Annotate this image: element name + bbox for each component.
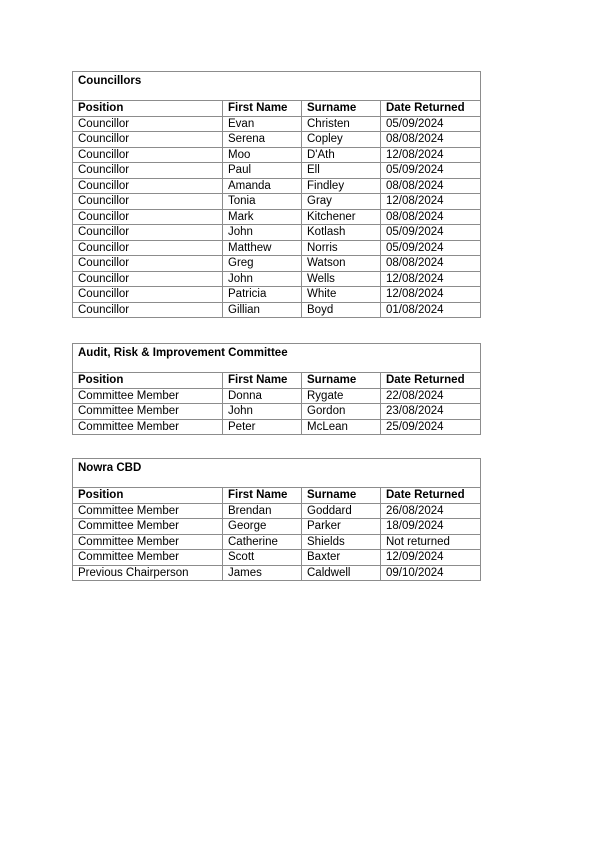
column-header-first-name: First Name bbox=[223, 373, 302, 389]
date-returned-cell: 23/08/2024 bbox=[381, 404, 481, 420]
date-returned-cell: 09/10/2024 bbox=[381, 565, 481, 581]
surname-cell: Gordon bbox=[302, 404, 381, 420]
first-name-cell: Moo bbox=[223, 147, 302, 163]
date-returned-cell: 08/08/2024 bbox=[381, 178, 481, 194]
column-header-surname: Surname bbox=[302, 373, 381, 389]
date-returned-cell: 01/08/2024 bbox=[381, 302, 481, 318]
surname-cell: Ell bbox=[302, 163, 381, 179]
table-row bbox=[73, 178, 481, 194]
first-name-cell: Catherine bbox=[223, 534, 302, 550]
position-cell: Councillor bbox=[73, 240, 223, 256]
date-returned-cell: 12/08/2024 bbox=[381, 194, 481, 210]
position-cell: Committee Member bbox=[73, 503, 223, 519]
position-cell: Councillor bbox=[73, 287, 223, 303]
position-cell: Committee Member bbox=[73, 519, 223, 535]
first-name-cell: Peter bbox=[223, 419, 302, 435]
first-name-cell: Brendan bbox=[223, 503, 302, 519]
first-name-cell: Gillian bbox=[223, 302, 302, 318]
column-header-surname: Surname bbox=[302, 488, 381, 504]
first-name-cell: John bbox=[223, 225, 302, 241]
position-cell: Councillor bbox=[73, 132, 223, 148]
surname-cell: Kitchener bbox=[302, 209, 381, 225]
surname-cell: Caldwell bbox=[302, 565, 381, 581]
surname-cell: D'Ath bbox=[302, 147, 381, 163]
date-returned-cell: 08/08/2024 bbox=[381, 256, 481, 272]
position-cell: Committee Member bbox=[73, 388, 223, 404]
councillors-table bbox=[72, 71, 481, 318]
position-cell: Councillor bbox=[73, 209, 223, 225]
position-cell: Committee Member bbox=[73, 550, 223, 566]
table-row bbox=[73, 209, 481, 225]
table-row bbox=[73, 132, 481, 148]
date-returned-cell: 12/08/2024 bbox=[381, 287, 481, 303]
position-cell: Councillor bbox=[73, 302, 223, 318]
table-title: Audit, Risk & Improvement Committee bbox=[73, 344, 481, 373]
table-row bbox=[73, 116, 481, 132]
table-row bbox=[73, 388, 481, 404]
surname-cell: Baxter bbox=[302, 550, 381, 566]
surname-cell: Goddard bbox=[302, 503, 381, 519]
table-row bbox=[73, 225, 481, 241]
first-name-cell: Serena bbox=[223, 132, 302, 148]
surname-cell: Kotlash bbox=[302, 225, 381, 241]
table-row bbox=[73, 163, 481, 179]
table-row bbox=[73, 271, 481, 287]
date-returned-cell: 12/08/2024 bbox=[381, 147, 481, 163]
first-name-cell: Scott bbox=[223, 550, 302, 566]
column-header-first-name: First Name bbox=[223, 488, 302, 504]
column-header-date-returned: Date Returned bbox=[381, 373, 481, 389]
position-cell: Committee Member bbox=[73, 404, 223, 420]
first-name-cell: Patricia bbox=[223, 287, 302, 303]
position-cell: Councillor bbox=[73, 194, 223, 210]
position-cell: Councillor bbox=[73, 271, 223, 287]
position-cell: Previous Chairperson bbox=[73, 565, 223, 581]
table-title-row bbox=[73, 459, 481, 488]
position-cell: Committee Member bbox=[73, 419, 223, 435]
date-returned-cell: 05/09/2024 bbox=[381, 163, 481, 179]
nowra-cbd-table bbox=[72, 458, 481, 581]
first-name-cell: John bbox=[223, 404, 302, 420]
first-name-cell: Evan bbox=[223, 116, 302, 132]
date-returned-cell: 25/09/2024 bbox=[381, 419, 481, 435]
date-returned-cell: 26/08/2024 bbox=[381, 503, 481, 519]
table-row bbox=[73, 147, 481, 163]
position-cell: Councillor bbox=[73, 163, 223, 179]
table-row bbox=[73, 194, 481, 210]
surname-cell: Copley bbox=[302, 132, 381, 148]
table-row bbox=[73, 302, 481, 318]
table-row bbox=[73, 256, 481, 272]
table-row bbox=[73, 534, 481, 550]
table-row bbox=[73, 503, 481, 519]
first-name-cell: Matthew bbox=[223, 240, 302, 256]
table-row bbox=[73, 404, 481, 420]
audit-committee-table bbox=[72, 343, 481, 435]
column-header-position: Position bbox=[73, 488, 223, 504]
table-header-row bbox=[73, 488, 481, 504]
date-returned-cell: 08/08/2024 bbox=[381, 209, 481, 225]
surname-cell: Norris bbox=[302, 240, 381, 256]
date-returned-cell: 12/08/2024 bbox=[381, 271, 481, 287]
position-cell: Councillor bbox=[73, 116, 223, 132]
surname-cell: Gray bbox=[302, 194, 381, 210]
table-header-row bbox=[73, 373, 481, 389]
date-returned-cell: 22/08/2024 bbox=[381, 388, 481, 404]
first-name-cell: Amanda bbox=[223, 178, 302, 194]
column-header-position: Position bbox=[73, 101, 223, 117]
first-name-cell: Donna bbox=[223, 388, 302, 404]
table-title-row bbox=[73, 72, 481, 101]
first-name-cell: Greg bbox=[223, 256, 302, 272]
position-cell: Committee Member bbox=[73, 534, 223, 550]
table-row bbox=[73, 287, 481, 303]
table-title: Nowra CBD bbox=[73, 459, 481, 488]
first-name-cell: Tonia bbox=[223, 194, 302, 210]
date-returned-cell: 05/09/2024 bbox=[381, 240, 481, 256]
table-row bbox=[73, 565, 481, 581]
table-row bbox=[73, 240, 481, 256]
column-header-date-returned: Date Returned bbox=[381, 488, 481, 504]
table-header-row bbox=[73, 101, 481, 117]
surname-cell: McLean bbox=[302, 419, 381, 435]
table-title: Councillors bbox=[73, 72, 481, 101]
table-row bbox=[73, 519, 481, 535]
first-name-cell: George bbox=[223, 519, 302, 535]
date-returned-cell: 05/09/2024 bbox=[381, 225, 481, 241]
surname-cell: Rygate bbox=[302, 388, 381, 404]
surname-cell: Parker bbox=[302, 519, 381, 535]
date-returned-cell: 05/09/2024 bbox=[381, 116, 481, 132]
position-cell: Councillor bbox=[73, 178, 223, 194]
date-returned-cell: 12/09/2024 bbox=[381, 550, 481, 566]
table-title-row bbox=[73, 344, 481, 373]
surname-cell: White bbox=[302, 287, 381, 303]
surname-cell: Shields bbox=[302, 534, 381, 550]
table-row bbox=[73, 550, 481, 566]
surname-cell: Boyd bbox=[302, 302, 381, 318]
surname-cell: Findley bbox=[302, 178, 381, 194]
first-name-cell: James bbox=[223, 565, 302, 581]
table-row bbox=[73, 419, 481, 435]
column-header-date-returned: Date Returned bbox=[381, 101, 481, 117]
column-header-surname: Surname bbox=[302, 101, 381, 117]
position-cell: Councillor bbox=[73, 225, 223, 241]
date-returned-cell: 18/09/2024 bbox=[381, 519, 481, 535]
first-name-cell: Paul bbox=[223, 163, 302, 179]
first-name-cell: Mark bbox=[223, 209, 302, 225]
date-returned-cell: Not returned bbox=[381, 534, 481, 550]
position-cell: Councillor bbox=[73, 256, 223, 272]
position-cell: Councillor bbox=[73, 147, 223, 163]
date-returned-cell: 08/08/2024 bbox=[381, 132, 481, 148]
surname-cell: Watson bbox=[302, 256, 381, 272]
first-name-cell: John bbox=[223, 271, 302, 287]
surname-cell: Christen bbox=[302, 116, 381, 132]
surname-cell: Wells bbox=[302, 271, 381, 287]
column-header-position: Position bbox=[73, 373, 223, 389]
column-header-first-name: First Name bbox=[223, 101, 302, 117]
